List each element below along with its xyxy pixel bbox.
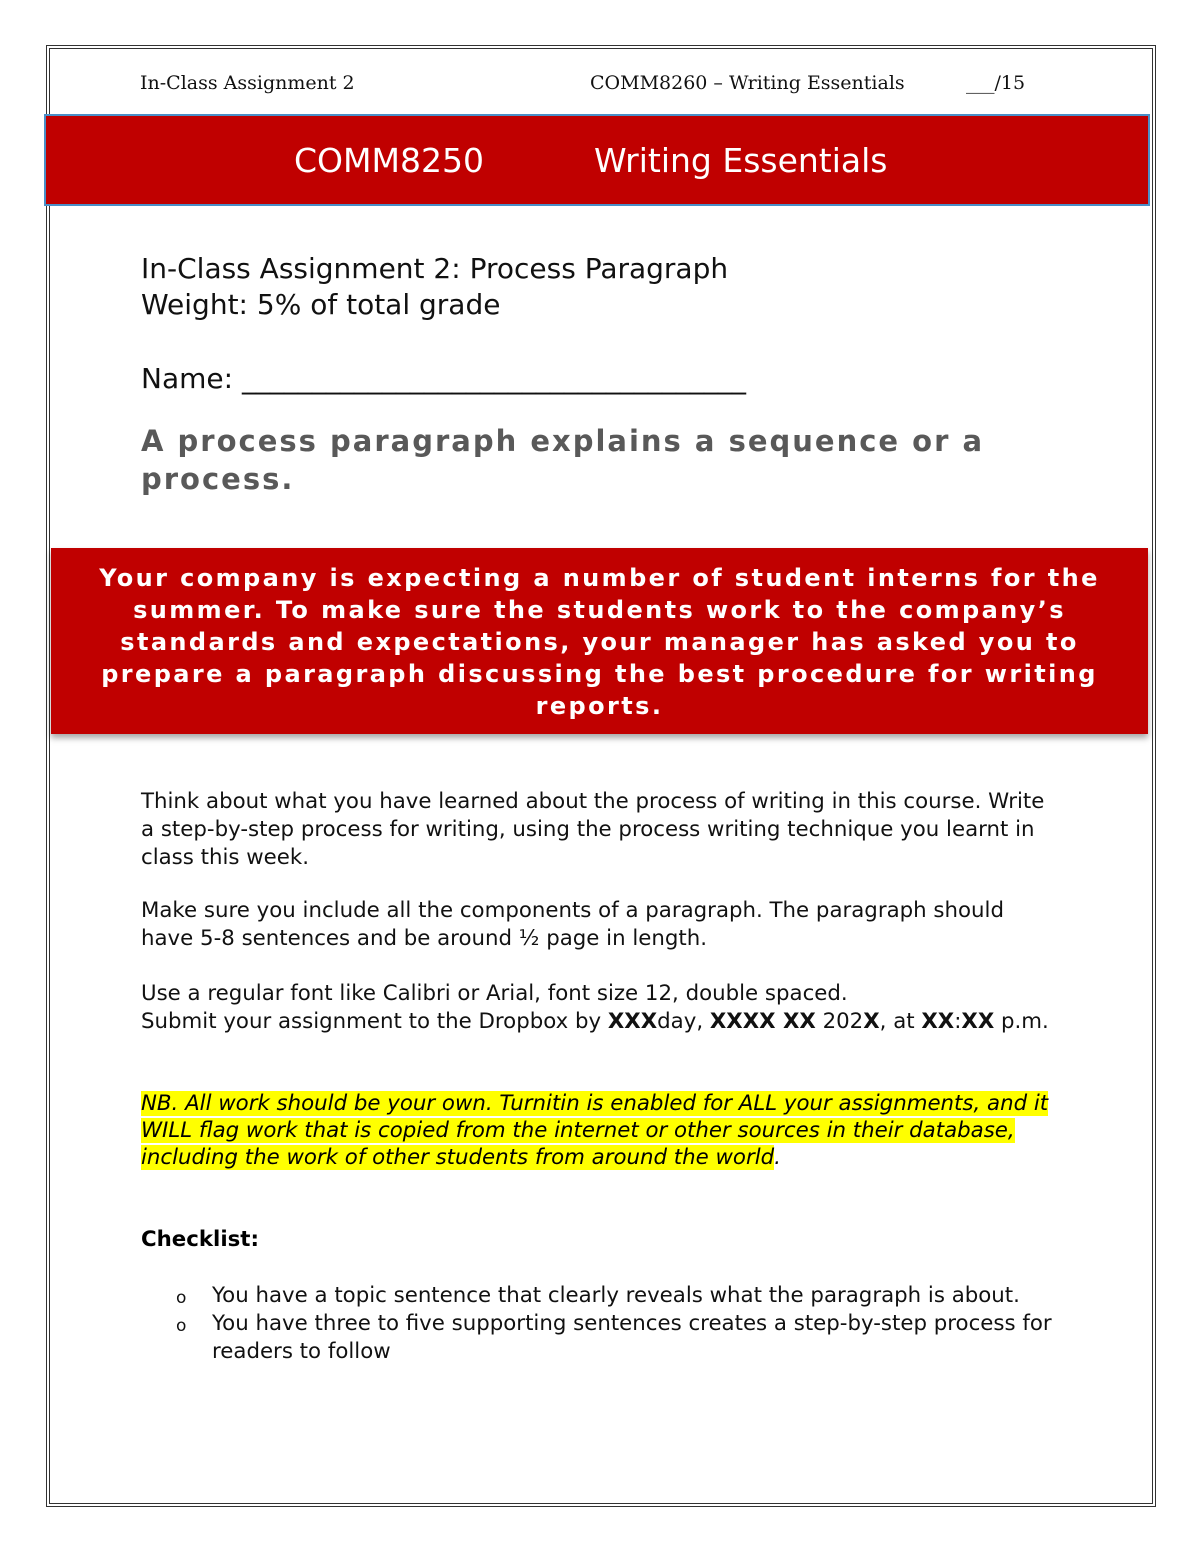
- due-year: 202: [815, 1009, 864, 1034]
- circle-bullet-icon: o: [176, 1288, 187, 1308]
- checklist: [176, 1282, 1056, 1366]
- due-colon: :: [954, 1009, 962, 1034]
- header-score-blank: ___/15: [966, 72, 1026, 94]
- circle-bullet-icon: o: [176, 1316, 187, 1336]
- due-day-placeholder: XXX: [607, 1009, 658, 1034]
- assignment-title: In-Class Assignment 2: Process Paragraph: [141, 252, 729, 285]
- font-instruction: Use a regular font like Calibri or Arial, font size 12, double spaced.: [141, 981, 848, 1006]
- nb-period: .: [774, 1145, 781, 1170]
- due-date-placeholder: XXXX XX: [709, 1009, 816, 1034]
- course-name: Writing Essentials: [594, 141, 888, 180]
- instruction-paragraph-1: Think about what you have learned about the process of writing in this course. Write a step-by-step process for writing, using the process writing technique you learnt in class this week.: [141, 789, 1045, 870]
- checklist-item: [176, 1282, 1056, 1310]
- due-year-placeholder: X: [863, 1009, 880, 1034]
- academic-integrity-note: [141, 1090, 1051, 1171]
- checklist-item-text: You have a topic sentence that clearly reveals what the paragraph is about.: [212, 1283, 1020, 1308]
- assignment-weight: Weight: 5% of total grade: [141, 288, 501, 321]
- process-paragraph-definition: A process paragraph explains a sequence or a process.: [141, 424, 985, 496]
- course-title-banner: [44, 114, 1150, 206]
- instruction-paragraph-2: Make sure you include all the components of a paragraph. The paragraph should have 5-8 sentences and be around ½ page in length.: [141, 898, 1004, 951]
- scenario-box: [51, 548, 1148, 734]
- due-minute-placeholder: XX: [961, 1009, 995, 1034]
- header-assignment-label: In-Class Assignment 2: [140, 72, 355, 94]
- due-day-suffix: day,: [657, 1009, 710, 1034]
- due-ending: p.m.: [994, 1009, 1049, 1034]
- instruction-paragraph-3: [141, 980, 1051, 1036]
- header-course-label: COMM8260 – Writing Essentials: [590, 72, 905, 94]
- checklist-item: [176, 1310, 1056, 1366]
- due-at: , at: [879, 1009, 922, 1034]
- course-code: COMM8250: [294, 141, 484, 180]
- student-name-field: Name: ____________________________________: [141, 362, 746, 395]
- due-hour-placeholder: XX: [921, 1009, 955, 1034]
- nb-highlighted-text: NB. All work should be your own. Turnitin is enabled for ALL your assignments, and it WILL flag work that is copied from the internet or other sources in their database, including the work of other students from around the world: [141, 1091, 1049, 1170]
- checklist-title: Checklist:: [141, 1227, 259, 1252]
- scenario-text: Your company is expecting a number of student interns for the summer. To make sure the students work to the company’s standards and expectations, your manager has asked you to prepare a paragraph discussing the best procedure for writing reports.: [99, 564, 1100, 720]
- submit-instruction-prefix: Submit your assignment to the Dropbox by: [141, 1009, 608, 1034]
- checklist-item-text: You have three to five supporting sentences creates a step-by-step process for readers to follow: [212, 1311, 1052, 1364]
